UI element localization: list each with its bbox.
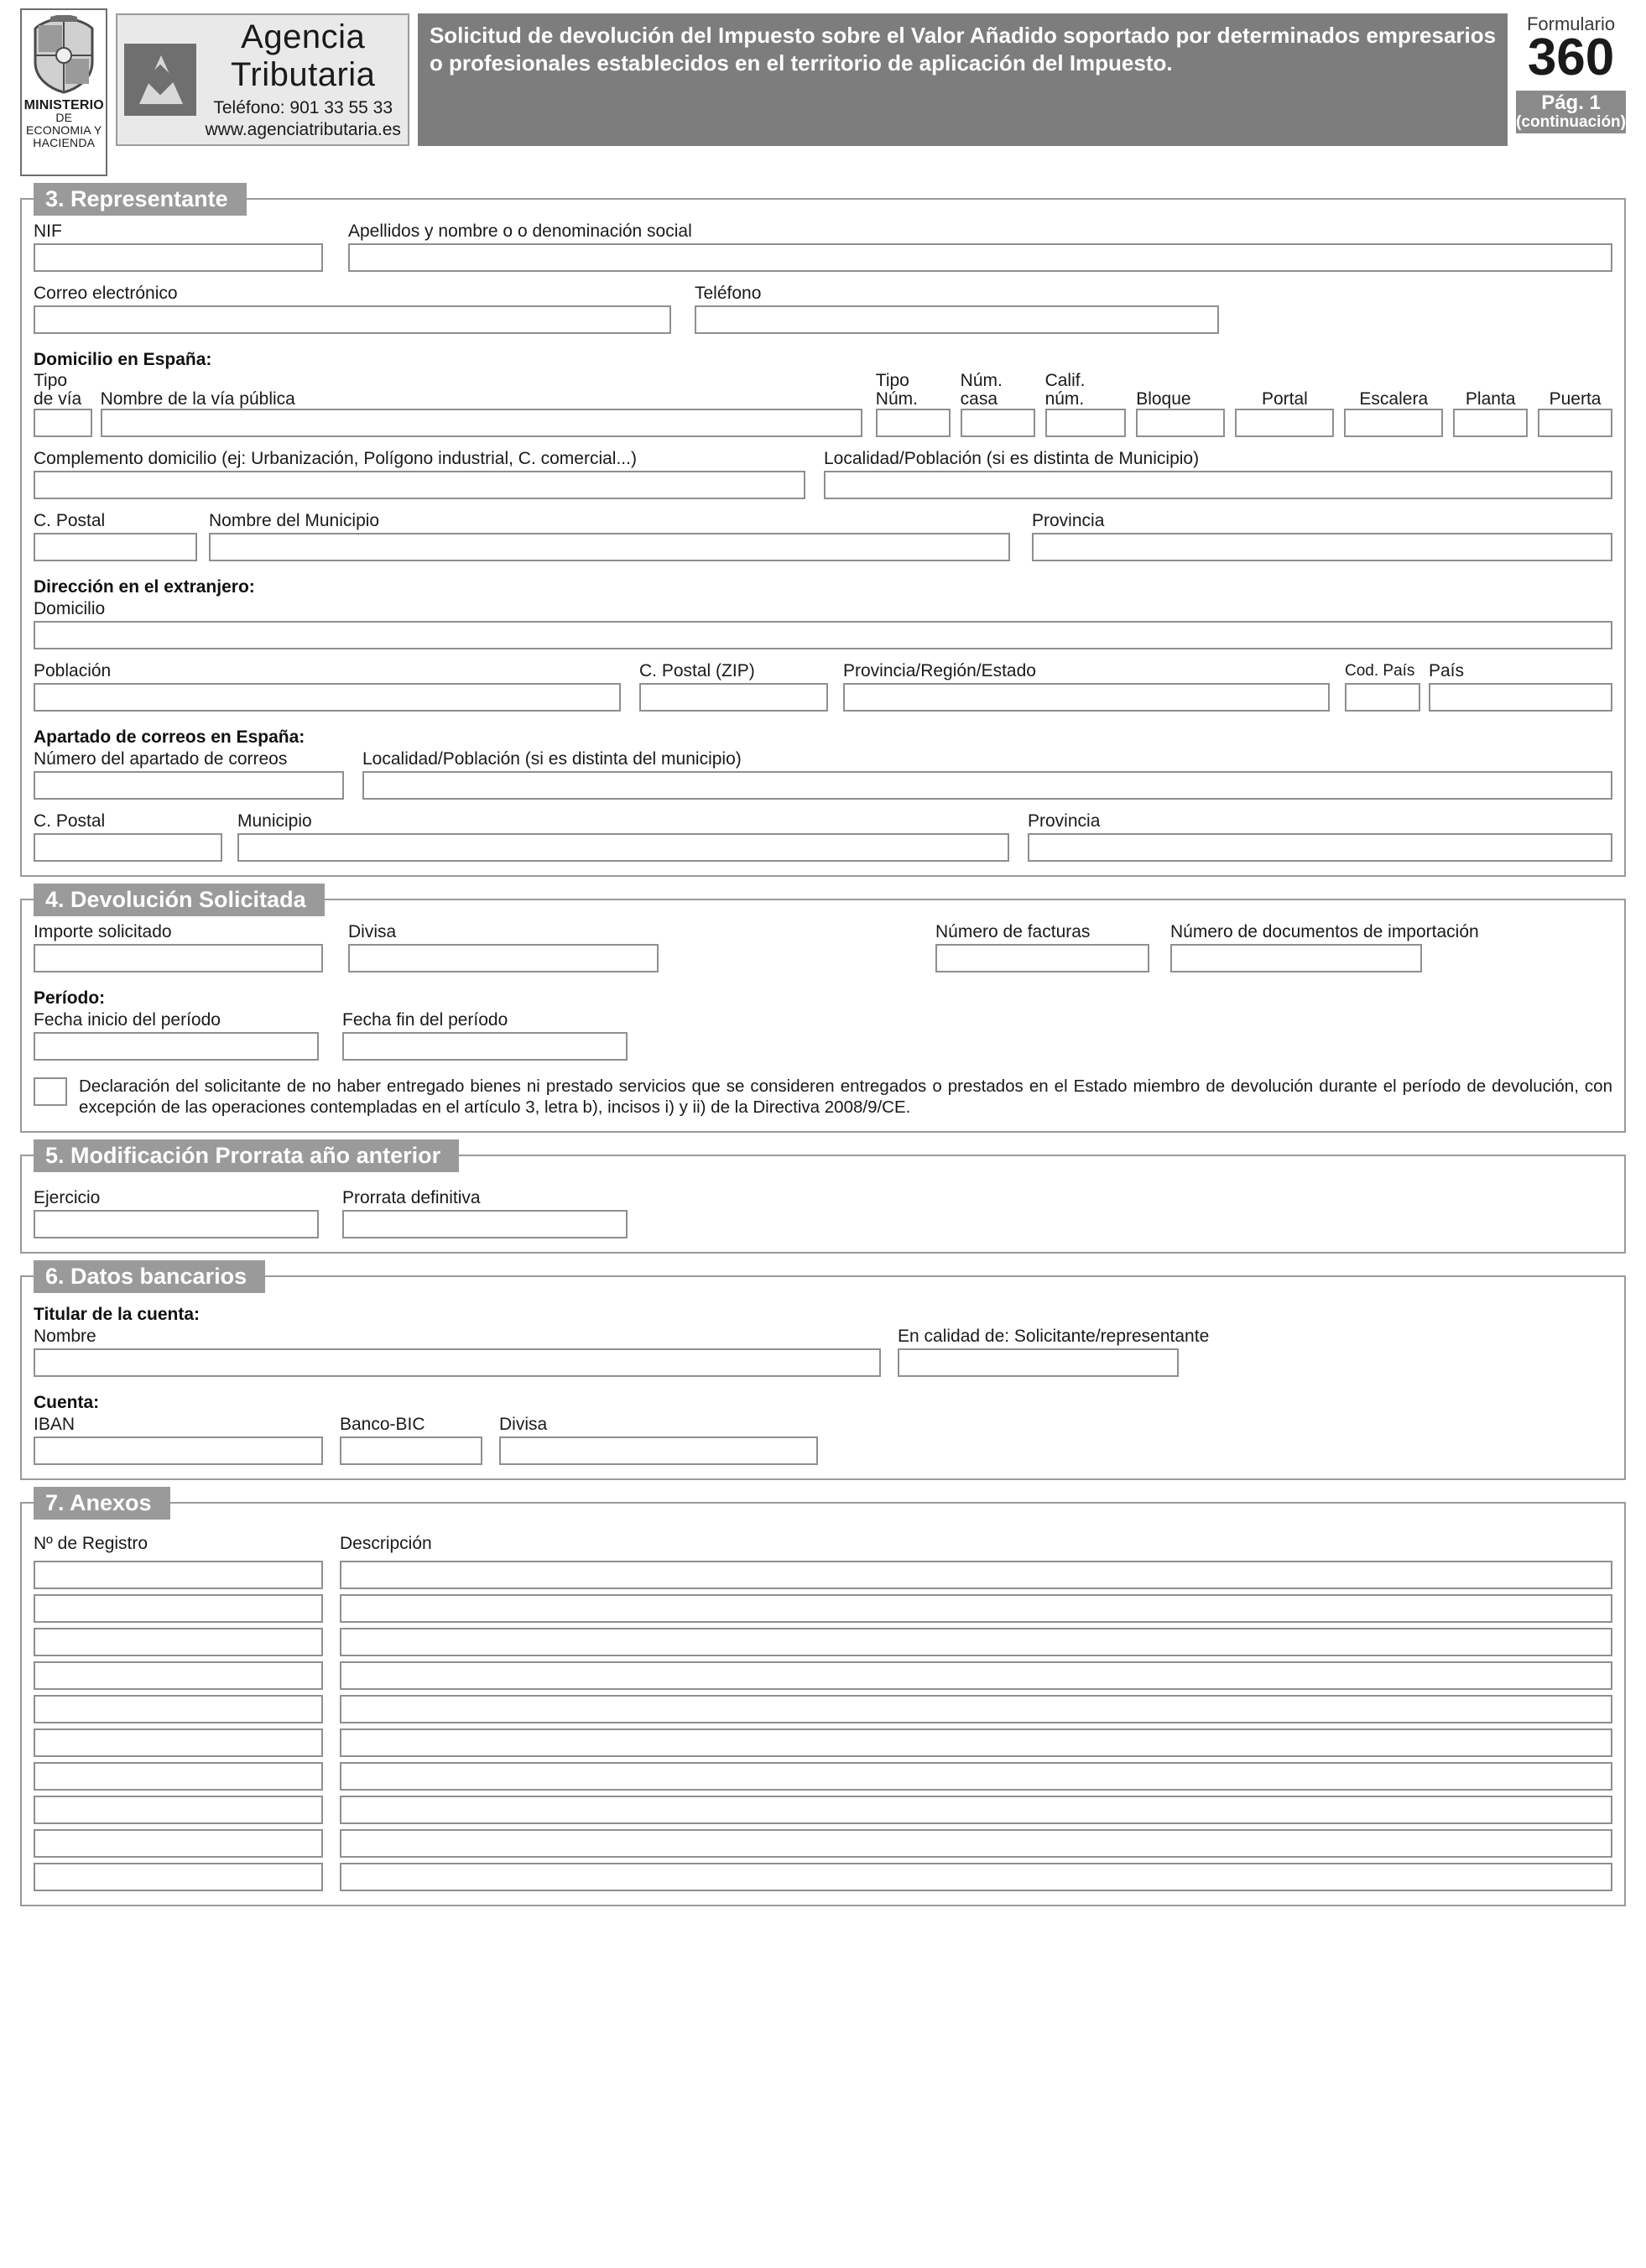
anexo-descripcion-input[interactable] <box>340 1863 1612 1891</box>
cpostal-input[interactable] <box>34 533 197 561</box>
apartado-provincia-input[interactable] <box>1028 833 1612 862</box>
divisa-label: Divisa <box>348 922 397 941</box>
municipio-input[interactable] <box>209 533 1010 561</box>
calidad-label: En calidad de: Solicitante/representante <box>898 1327 1210 1346</box>
nombre-via-input[interactable] <box>101 409 862 437</box>
section-datos-bancarios <box>20 1264 1626 1480</box>
divisa-bancaria-input[interactable] <box>499 1436 818 1465</box>
anexo-registro-input[interactable] <box>34 1561 323 1589</box>
agencia-logo-icon <box>124 44 196 116</box>
importe-label: Importe solicitado <box>34 922 172 941</box>
bloque-input[interactable] <box>1136 409 1225 437</box>
anexo-descripcion-input[interactable] <box>340 1796 1612 1824</box>
anexo-descripcion-input[interactable] <box>340 1695 1612 1723</box>
table-row <box>34 1796 1612 1824</box>
cuenta-label: Cuenta: <box>34 1393 100 1412</box>
periodo-label: Período: <box>34 988 106 1008</box>
apellidos-input[interactable] <box>348 243 1612 272</box>
provincia-label: Provincia <box>1032 511 1105 530</box>
correo-input[interactable] <box>34 305 671 334</box>
declaracion-text: Declaración del solicitante de no haber entregado bienes ni prestado servicios que se consideren entregados o prestados en el Estado miembro de devolución durante el período de devolución, con excepción de las operaciones contempladas en el artículo 3, letra b), incisos i) y ii) de la Directiva 2008/9/CE. <box>79 1077 1612 1117</box>
anexo-registro-input[interactable] <box>34 1628 323 1656</box>
localidad-input[interactable] <box>824 471 1612 499</box>
prorrata-label: Prorrata definitiva <box>342 1188 481 1207</box>
apartado-provincia-label: Provincia <box>1028 811 1101 831</box>
titular-cuenta-label: Titular de la cuenta: <box>34 1305 200 1324</box>
table-row <box>34 1863 1612 1891</box>
ministry-name <box>22 99 106 149</box>
ext-zip-input[interactable] <box>639 683 828 712</box>
iban-input[interactable] <box>34 1436 323 1465</box>
portal-input[interactable] <box>1235 409 1334 437</box>
section-5-title: 5. Modificación Prorrata año anterior <box>34 1139 459 1172</box>
cpostal-label: C. Postal <box>34 511 106 530</box>
portal-label: Portal <box>1261 389 1308 409</box>
anexo-descripcion-input[interactable] <box>340 1628 1612 1656</box>
fecha-inicio-label: Fecha inicio del período <box>34 1010 221 1030</box>
agencia-tributaria-block <box>116 13 409 146</box>
num-docs-label: Número de documentos de importación <box>1170 922 1479 941</box>
correo-label: Correo electrónico <box>34 284 178 303</box>
apartado-localidad-label: Localidad/Población (si es distinta del municipio) <box>362 749 742 769</box>
agencia-title: Agencia Tributaria <box>230 18 376 93</box>
tipo-num-label-2: Núm. <box>875 389 918 409</box>
ext-poblacion-label: Población <box>34 661 112 680</box>
table-row <box>34 1594 1612 1623</box>
ext-domicilio-input[interactable] <box>34 621 1612 649</box>
num-docs-input[interactable] <box>1170 944 1422 972</box>
provincia-input[interactable] <box>1032 533 1612 561</box>
section-6-title: 6. Datos bancarios <box>34 1260 265 1293</box>
apartado-correos-label: Apartado de correos en España: <box>34 727 305 747</box>
anexo-registro-input[interactable] <box>34 1796 323 1824</box>
num-casa-label-1: Núm. <box>960 371 1003 390</box>
telefono-label: Teléfono <box>695 284 762 303</box>
tipo-via-label-1: Tipo <box>34 371 68 390</box>
anexo-registro-input[interactable] <box>34 1863 323 1891</box>
apartado-municipio-label: Municipio <box>237 811 312 831</box>
nombre-titular-label: Nombre <box>34 1327 96 1346</box>
nombre-titular-input[interactable] <box>34 1348 881 1377</box>
anexos-table <box>34 1561 1612 1891</box>
apartado-municipio-input[interactable] <box>237 833 1009 862</box>
agencia-website: www.agenciatributaria.es <box>205 120 401 139</box>
ext-provincia-input[interactable] <box>843 683 1330 712</box>
fecha-fin-label: Fecha fin del período <box>342 1010 508 1030</box>
anexo-registro-input[interactable] <box>34 1695 323 1723</box>
section-devolucion-solicitada <box>20 887 1626 1133</box>
telefono-input[interactable] <box>695 305 1219 334</box>
tipo-via-input[interactable] <box>34 409 92 437</box>
apellidos-label: Apellidos y nombre o o denominación social <box>348 222 692 241</box>
num-facturas-label: Número de facturas <box>935 922 1091 941</box>
calif-num-label-2: núm. <box>1044 389 1085 409</box>
municipio-label: Nombre del Municipio <box>209 511 380 530</box>
bic-input[interactable] <box>340 1436 482 1465</box>
nombre-via-label: Nombre de la vía pública <box>100 389 295 409</box>
table-row <box>34 1695 1612 1723</box>
anexo-descripcion-input[interactable] <box>340 1829 1612 1858</box>
anexo-registro-input[interactable] <box>34 1762 323 1791</box>
anexo-registro-input[interactable] <box>34 1594 323 1623</box>
page-header <box>20 8 1626 176</box>
ext-codpais-label: Cod. País <box>1345 662 1415 680</box>
ext-provincia-label: Provincia/Región/Estado <box>843 661 1036 680</box>
domicilio-espana-label: Domicilio en España: <box>34 350 212 369</box>
prorrata-input[interactable] <box>342 1210 628 1238</box>
calif-num-label-1: Calif. <box>1044 371 1086 390</box>
importe-input[interactable] <box>34 944 323 972</box>
descripcion-header: Descripción <box>340 1534 432 1553</box>
bloque-label: Bloque <box>1136 389 1191 409</box>
section-7-title: 7. Anexos <box>34 1487 170 1520</box>
document-title: Solicitud de devolución del Impuesto sobre el Valor Añadido soportado por determinados empresarios o profesionales establecidos en el territorio de aplicación del Impuesto. <box>418 13 1508 146</box>
planta-input[interactable] <box>1453 409 1528 437</box>
apartado-num-label: Número del apartado de correos <box>34 749 288 769</box>
table-row <box>34 1628 1612 1656</box>
planta-label: Planta <box>1465 389 1516 409</box>
complemento-label: Complemento domicilio (ej: Urbanización, Polígono industrial, C. comercial...) <box>34 449 637 468</box>
section-representante <box>20 186 1626 877</box>
apartado-cpostal-label: C. Postal <box>34 811 106 831</box>
anexo-registro-input[interactable] <box>34 1661 323 1690</box>
apartado-cpostal-input[interactable] <box>34 833 222 862</box>
puerta-label: Puerta <box>1549 389 1602 409</box>
tipo-num-label-1: Tipo <box>875 371 909 390</box>
fecha-inicio-input[interactable] <box>34 1032 319 1061</box>
table-row <box>34 1661 1612 1690</box>
registro-header: Nº de Registro <box>34 1534 148 1553</box>
ministry-block <box>20 8 107 176</box>
anexo-descripcion-input[interactable] <box>340 1728 1612 1757</box>
nif-label: NIF <box>34 222 62 241</box>
anexo-descripcion-input[interactable] <box>340 1594 1612 1623</box>
ministry-line-2: DE ECONOMIA Y HACIENDA <box>26 111 102 149</box>
calidad-input[interactable] <box>898 1348 1179 1377</box>
calif-num-input[interactable] <box>1045 409 1127 437</box>
nif-input[interactable] <box>34 243 323 272</box>
ejercicio-input[interactable] <box>34 1210 319 1238</box>
ext-codpais-input[interactable] <box>1345 683 1420 712</box>
ejercicio-label: Ejercicio <box>34 1188 101 1207</box>
localidad-label: Localidad/Población (si es distinta de Municipio) <box>824 449 1200 468</box>
ext-pais-label: País <box>1429 661 1465 680</box>
apartado-localidad-input[interactable] <box>362 771 1612 800</box>
num-casa-input[interactable] <box>961 409 1035 437</box>
complemento-input[interactable] <box>34 471 805 499</box>
puerta-input[interactable] <box>1538 409 1612 437</box>
escalera-input[interactable] <box>1344 409 1443 437</box>
apartado-num-input[interactable] <box>34 771 344 800</box>
section-modificacion-prorrata <box>20 1143 1626 1254</box>
coat-of-arms-icon <box>25 15 102 96</box>
anexo-registro-input[interactable] <box>34 1728 323 1757</box>
fecha-fin-input[interactable] <box>342 1032 628 1061</box>
escalera-label: Escalera <box>1359 389 1429 409</box>
page-continuation: (continuación) <box>1516 113 1626 131</box>
anexo-descripcion-input[interactable] <box>340 1561 1612 1589</box>
divisa-bancaria-label: Divisa <box>499 1415 548 1434</box>
ext-domicilio-label: Domicilio <box>34 599 106 618</box>
section-3-title: 3. Representante <box>34 183 247 216</box>
direccion-extranjero-label: Dirección en el extranjero: <box>34 577 255 597</box>
table-row <box>34 1829 1612 1858</box>
formulario-label: Formulario <box>1526 13 1616 34</box>
ext-pais-input[interactable] <box>1429 683 1612 712</box>
tipo-via-label-2: de vía <box>34 389 82 409</box>
section-4-title: 4. Devolución Solicitada <box>34 884 325 916</box>
table-row <box>34 1762 1612 1791</box>
page-number: Pág. 1 <box>1541 91 1601 114</box>
bic-label: Banco-BIC <box>340 1415 425 1434</box>
form-number-block <box>1516 13 1626 146</box>
ministry-line-1: MINISTERIO <box>23 98 104 112</box>
page-indicator <box>1516 91 1626 133</box>
divisa-input[interactable] <box>348 944 659 972</box>
agencia-phone: Teléfono: 901 33 55 33 <box>213 98 393 117</box>
anexo-descripcion-input[interactable] <box>340 1762 1612 1791</box>
ext-poblacion-input[interactable] <box>34 683 621 712</box>
iban-label: IBAN <box>34 1415 76 1434</box>
anexo-descripcion-input[interactable] <box>340 1661 1612 1690</box>
table-row <box>34 1728 1612 1757</box>
num-casa-label-2: casa <box>960 389 998 409</box>
section-anexos <box>20 1490 1626 1906</box>
declaracion-checkbox[interactable] <box>34 1077 67 1106</box>
anexo-registro-input[interactable] <box>34 1829 323 1858</box>
table-row <box>34 1561 1612 1589</box>
ext-zip-label: C. Postal (ZIP) <box>639 661 755 680</box>
formulario-number: 360 <box>1527 29 1615 86</box>
num-facturas-input[interactable] <box>935 944 1149 972</box>
tipo-num-input[interactable] <box>876 409 951 437</box>
